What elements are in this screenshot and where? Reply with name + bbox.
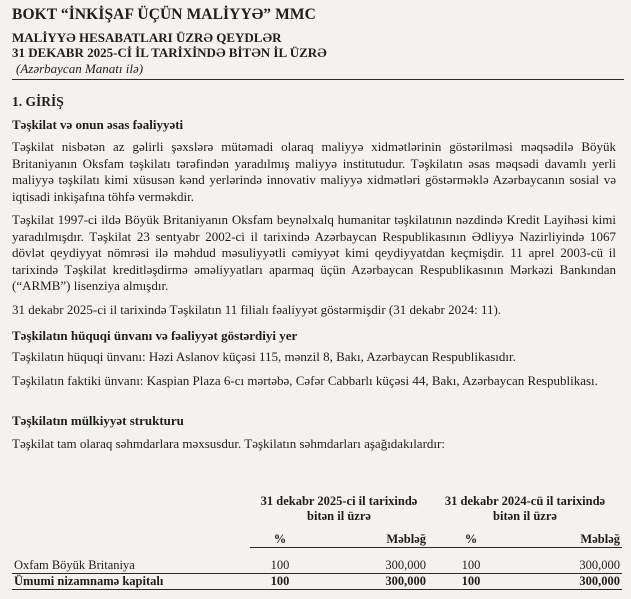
period-2025-line1: 31 dekabr 2025-ci il tarixində	[260, 494, 418, 508]
table-column-header-row	[12, 532, 622, 548]
table-row	[12, 558, 622, 574]
shareholder-amount-2024: 300,000	[579, 558, 620, 572]
total-label: Ümumi nizamnamə kapitalı	[12, 574, 250, 590]
period-2024-header	[428, 494, 622, 524]
shareholders-table	[12, 494, 622, 590]
period-2024-line2: bitən il üzrə	[493, 509, 557, 523]
total-pct-2024: 100	[428, 574, 514, 590]
ownership-heading: Təşkilatın mülkiyyət strukturu	[12, 413, 184, 428]
col-amount-2024: Məbləğ	[514, 532, 622, 548]
company-name: BOKT “İNKİŞAF ÜÇÜN MALİYYƏ” MMC	[12, 6, 316, 23]
activity-paragraph-2: Təşkilat 1997-ci ildə Böyük Britaniyanın Oksfam beynəlxalq humanitar təşkilatının nəzdində Kredit Layihəsi kimi yaradılmışdır. Təşkilat 23 sentyabr 2002-ci il tarixində Azərbaycan Respublikasının Ədliyyə Nazirliyində 1067 dövlət qeydiyyat nömrəsi ilə məhdud məsuliyyətli cəmiyyət kimi qeydiyyatdan keçmişdir. 11 aprel 2003-cü il tarixində Təşkilat kreditləşdirmə əməliyyatları aparmaq üçün Azərbaycan Respublikasının Mərkəzi Bankından (“ARMB”) lisenziya almışdır.	[12, 212, 616, 293]
table-period-header-row	[12, 494, 622, 524]
col-amount-2025: Məbləğ	[310, 532, 428, 548]
actual-address: Təşkilatın faktiki ünvanı: Kaspian Plaza 6-cı mərtəbə, Cəfər Cabbarlı küçəsi 44, Bakı, Azərbaycan Respublikası.	[12, 373, 598, 388]
shareholder-pct-2024: 100	[461, 558, 481, 572]
period-2025-line2: bitən il üzrə	[307, 509, 371, 523]
ownership-intro: Təşkilat tam olaraq səhmdarlara məxsusdur. Təşkilatın səhmdarları aşağıdakılardır:	[12, 436, 445, 451]
legal-address: Təşkilatın hüquqi ünvanı: Həzi Aslanov küçəsi 115, mənzil 8, Bakı, Azərbaycan Respublikasıdır.	[12, 349, 516, 364]
total-amount-2024: 300,000	[514, 574, 622, 590]
activity-heading: Təşkilat və onun əsas fəaliyyəti	[12, 117, 184, 132]
activity-paragraph-3: 31 dekabr 2025-ci il tarixində Təşkilatın 11 filialı fəaliyyət göstərmişdir (31 dekabr 2024: 11).	[12, 302, 502, 317]
report-period: 31 DEKABR 2025-Cİ İL TARİXİNDƏ BİTƏN İL ÜZRƏ	[12, 45, 327, 60]
shareholder-name: Oxfam Böyük Britaniya	[14, 558, 135, 572]
total-amount-2025: 300,000	[310, 574, 428, 590]
period-2024-line1: 31 dekabr 2024-cü il tarixində	[444, 494, 606, 508]
shareholder-pct-2025: 100	[270, 558, 290, 572]
section-title: 1. GİRİŞ	[12, 94, 64, 109]
col-pct-2025: %	[250, 532, 310, 548]
report-title: MALİYYƏ HESABATLARI ÜZRƏ QEYDLƏR	[12, 30, 282, 45]
shareholder-amount-2025: 300,000	[385, 558, 426, 572]
col-pct-2024: %	[428, 532, 514, 548]
activity-paragraph-1: Təşkilat nisbətən az gəlirli şəxslərə mütəmadi olaraq maliyyə xidmətlərinin göstərilməsi məqsədilə Böyük Britaniyanın Oksfam təşkilatı tərəfindən yaradılmış maliyyə institutudur. Təşkilatın əsas məqsədi davamlı yerli maliyyə təşkilatı kimi xüsusən kənd yerlərində innovativ maliyyə xidmətləri göstərməklə Azərbaycanın sosial və iqtisadi inkişafına töhfə verməkdir.	[12, 139, 616, 204]
table-total-row	[12, 574, 622, 590]
period-2025-header	[250, 494, 428, 524]
total-pct-2025: 100	[250, 574, 310, 590]
header-divider	[12, 79, 624, 80]
currency-note: (Azərbaycan Manatı ilə)	[16, 61, 144, 76]
address-heading: Təşkilatın hüquqi ünvanı və fəaliyyət göstərdiyi yer	[12, 328, 298, 343]
